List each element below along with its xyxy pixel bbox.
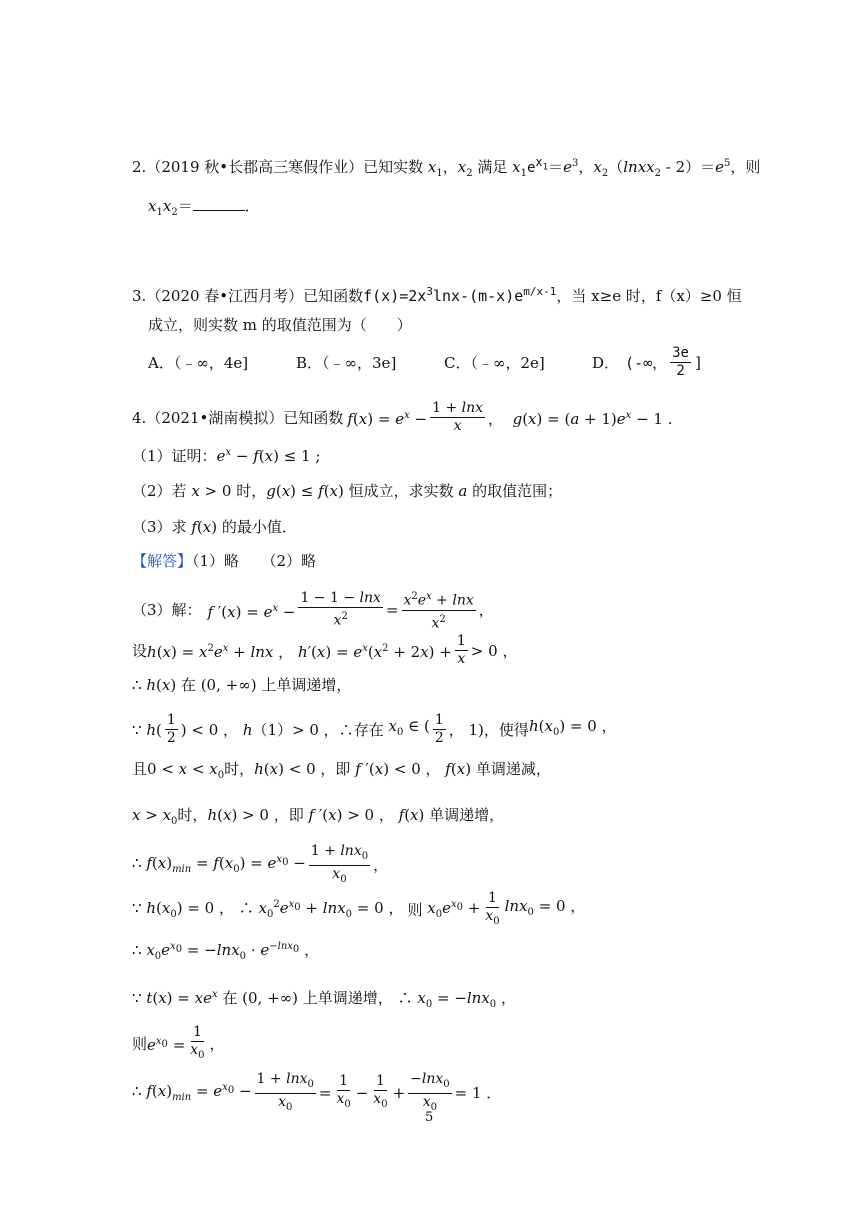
answer-fmin-result: ∴ $f(x)_{min} = e^{x_0}$ − $\frac{1 + \ln x_0}{x_0}$ = $\frac{1}{x_0}$ − $\frac{1}{x_0}$ + $\frac{-\ln x_0}{x_0}$ = 1 ． (132, 1071, 502, 1113)
option-c[interactable]: C．（﹣∞，2e] (444, 354, 545, 372)
answer-t-monotone: ∵ $t(x) = xe^x$ 在 (0, +∞) 上单调递增， ∴ $x_0 = -\ln x_0$ ， (132, 989, 516, 1010)
answer-parts-1-2: 【解答】（1）略 （2）略 (132, 552, 317, 570)
option-a[interactable]: A．（﹣∞，4e] (148, 354, 249, 372)
answer-tag: 【解答】 (132, 552, 193, 570)
answer-increasing: $x > x_0$时，h(x) > 0 ，即 f ′(x) > 0 ， f(x) 单调递增， (132, 806, 505, 827)
answer-hx0-zero: ∵ $h(x_0) = 0$ ， ∴ $x_0^2e^{x_0} + \ln x_0 = 0$ ， 则 $x_0e^{x_0}$ + $\frac{1}{x_0}$ lnx$_0$ = 0 ， (132, 890, 586, 927)
question-3-line-1: 3.（2020 春•江西月考）已知函数$f(x)=2x^3\ln x-(m-x)e^{m/x-1}$，当 x≥e 时，f（x）≥0 恒 (132, 285, 742, 305)
answer-x0ex0: ∴ $x_0e^{x_0} = -\ln x_0 \cdot e^{-lnx_0}$ ， (132, 941, 320, 962)
question-4-part-1: （1）证明：$e^x - f(x) \le 1$ ; (132, 447, 321, 465)
answer-h-monotone: ∴ h(x) 在 (0, +∞) 上单调递增， (132, 676, 352, 694)
answer-ex0: 则 $e^{x_0}$ = $\frac{1}{x_0}$ ， (132, 1024, 225, 1061)
option-d[interactable]: D． (-∞， $\frac{3e}{2}$ ] (592, 345, 704, 379)
answer-fmin-def: ∴ $f(x)_{min} = f(x_0) = e^{x_0}$ − $\frac{1 + \ln x_0}{x_0}$ ， (132, 843, 389, 885)
answer-decreasing: 且$0 < x < x_0$时，h(x) < 0 ，即 f ′(x) < 0 ， f(x) 单调递减， (132, 760, 551, 781)
option-b[interactable]: B．（﹣∞，3e] (296, 354, 397, 372)
answer-derivative: （3）解： f $'(x) = e^x$ − $\frac{1 - 1 - \ln x}{x^2}$ = $\frac{x^2e^x + \ln x}{x^2}$ ， (132, 588, 494, 632)
page-number: 5 (425, 1110, 434, 1125)
function-image: $f(x)=2x^3\ln x-(m-x)e^{m/x-1}$ (363, 285, 557, 305)
answer-define-h: 设 $h(x) = x^2e^x + \ln x$ ， $h'(x) = e^x(x^2 + 2x)$ + $\frac{1}{x}$ > 0 ， (132, 633, 518, 667)
answer-zero-exists: ∵ h( $\frac{1}{2}$ ) < 0 ， h （1） > 0 ，∴ 存在 $x_0$ ∈ ( $\frac{1}{2}$ ， 1) ，使得 $h(x_0) = 0$ ， (132, 712, 617, 746)
answer-blank (193, 196, 245, 211)
question-3-line-2: 成立，则实数 m 的取值范围为（ ） (148, 316, 412, 334)
question-4-statement: 4. （2021•湖南模拟） 已知函数 $f(x) = e^x$ − $\frac{1 + \ln x}{x}$ ， $g(x) = (a + 1)e^x - 1$ . (132, 400, 673, 434)
question-2-line-2: $x_1x_2=$ ． (148, 197, 260, 218)
question-4-part-3: （3）求 f(x) 的最小值． (132, 518, 297, 536)
question-4-part-2: （2）若 x > 0 时，g(x) ≤ f(x) 恒成立，求实数 a 的取值范围； (132, 482, 563, 500)
question-2-line-1: 2.（2019 秋•长郡高三寒假作业）已知实数 $x_1$，$x_2$ 满足 $x_1e^{x_1}=e^3$，$x_2(lnxx_2 - 2)=e^5$，则 (132, 155, 761, 179)
